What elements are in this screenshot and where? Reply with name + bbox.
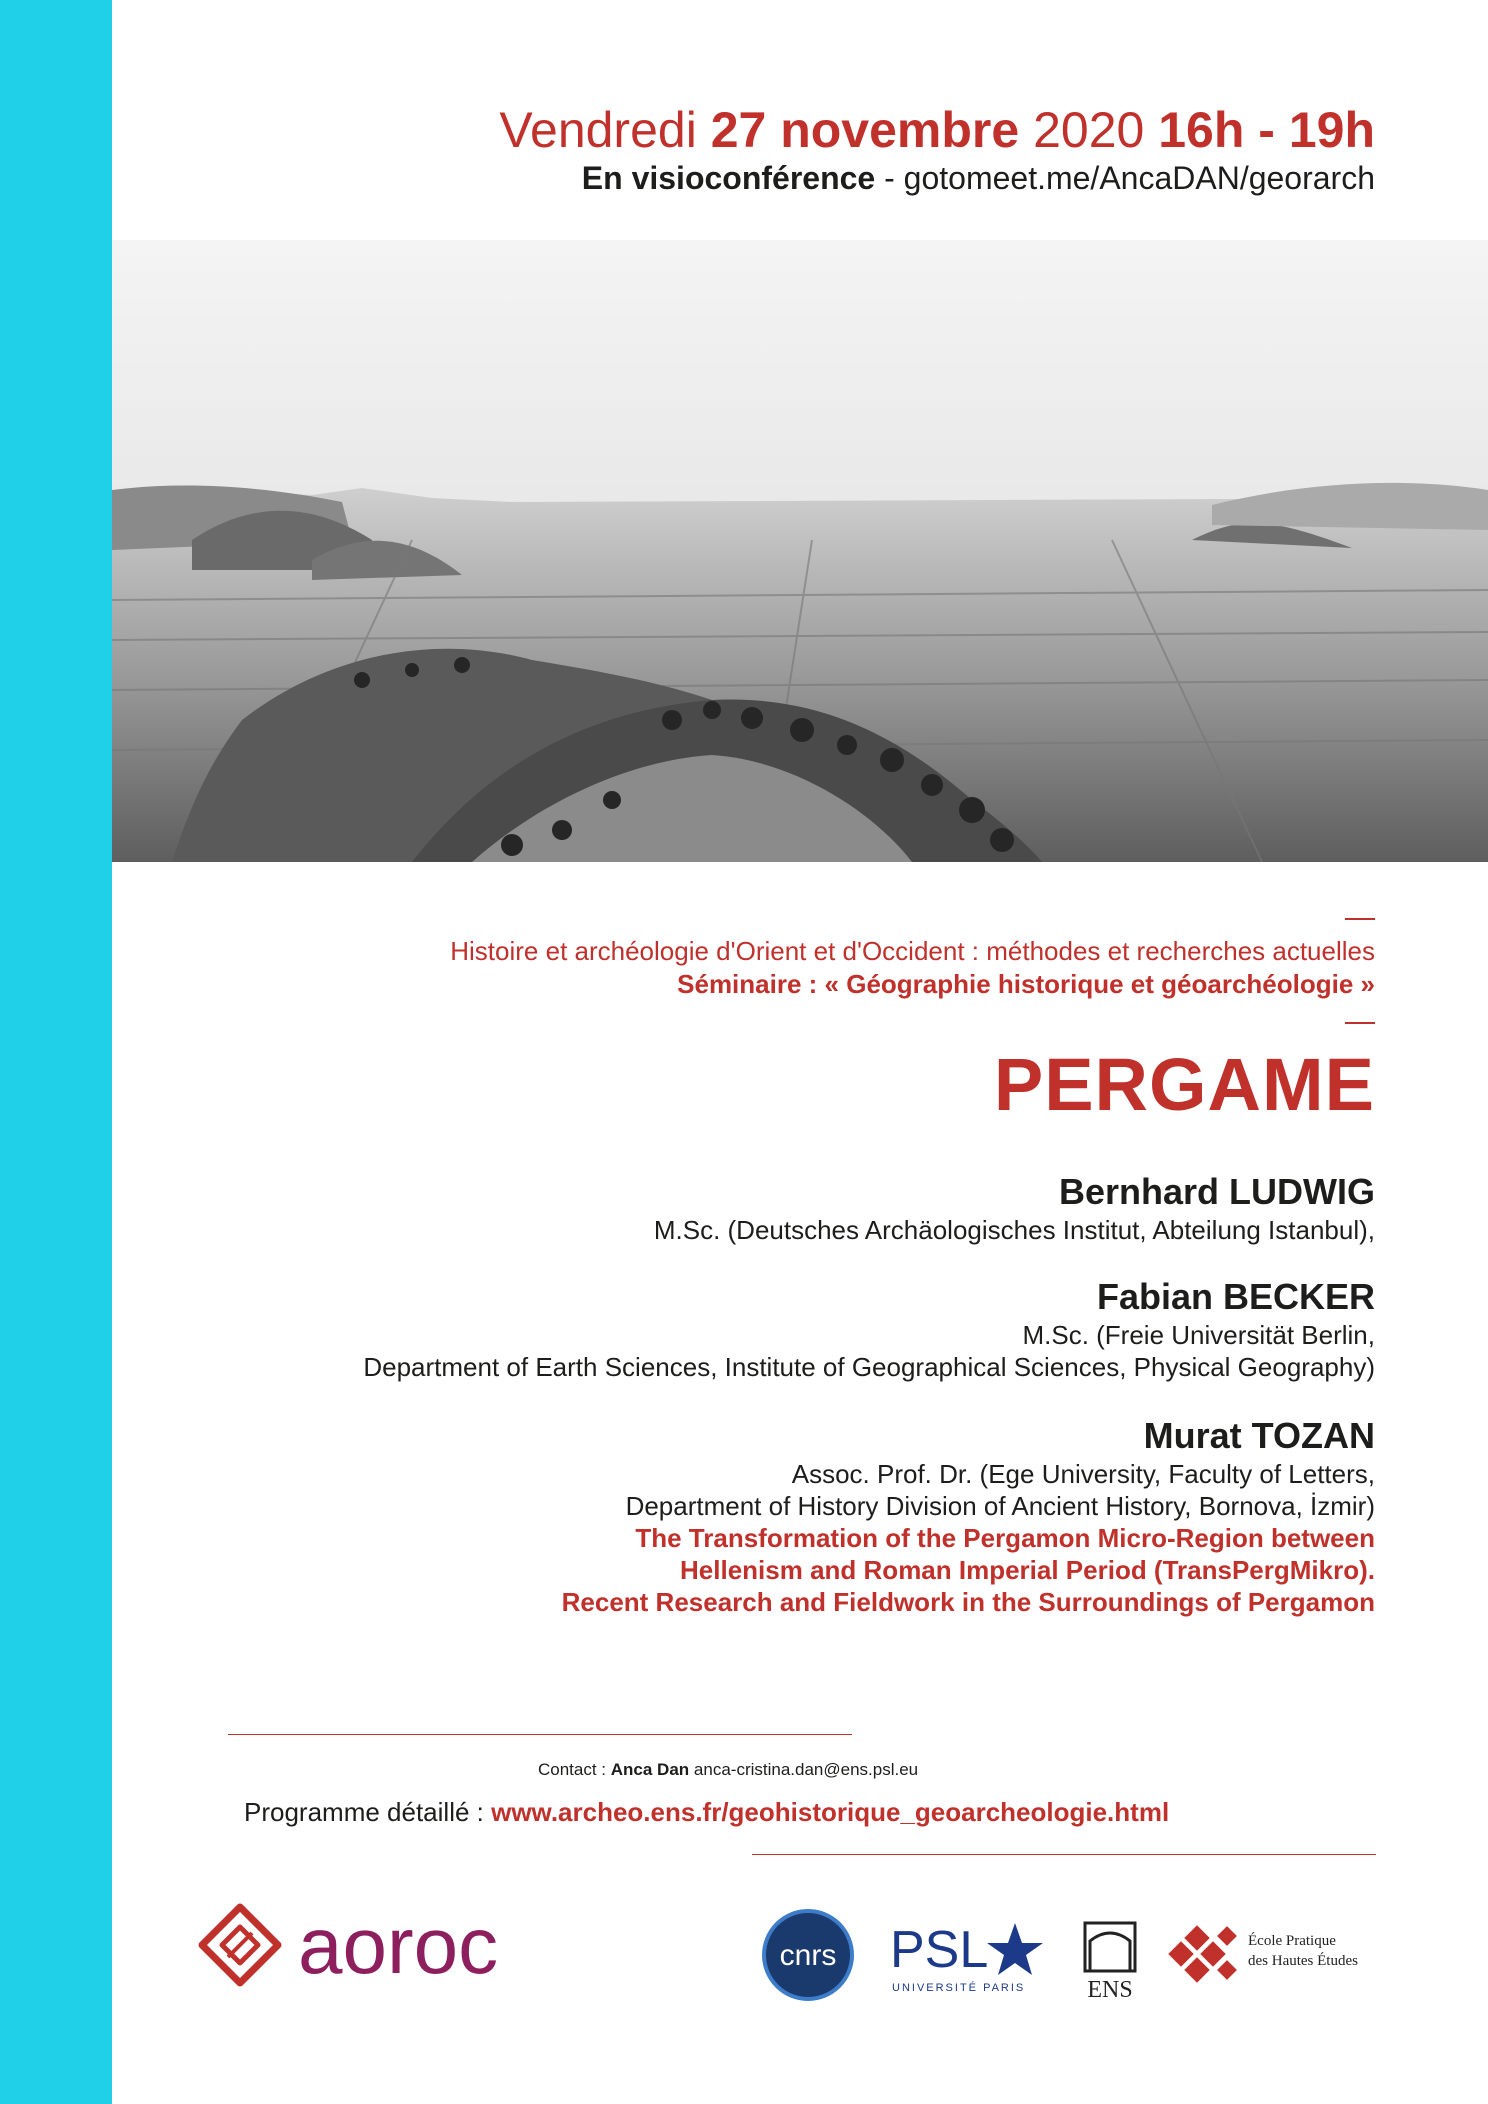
mode-label: En visioconférence — [581, 160, 876, 196]
event-date: Vendredi 27 novembre 2020 16h - 19h — [499, 102, 1375, 158]
divider-dash — [1345, 918, 1375, 920]
seminar-title: Séminaire : « Géographie historique et géoarchéologie » — [677, 969, 1375, 999]
speaker-3 — [562, 1414, 1375, 1618]
programme-link[interactable]: www.archeo.ens.fr/geohistorique_geoarcheologie.html — [491, 1797, 1170, 1827]
meeting-link[interactable]: gotomeet.me/AncaDAN/georarch — [903, 160, 1375, 196]
speaker-name: Bernhard LUDWIG — [1058, 1171, 1375, 1212]
ens-logo — [1085, 1923, 1135, 2003]
speaker-2 — [363, 1275, 1375, 1383]
speaker-affiliation: M.Sc. (Freie Universität Berlin, — [1022, 1320, 1375, 1350]
speaker-1 — [654, 1170, 1375, 1246]
speaker-affiliation: Assoc. Prof. Dr. (Ege University, Faculty of Letters, — [791, 1459, 1375, 1489]
ens-text: ENS — [1087, 1977, 1133, 2003]
landscape-photo — [112, 240, 1488, 862]
ephe-text: des Hautes Études — [1248, 1953, 1358, 1969]
contact-line: Contact : Anca Dan anca-cristina.dan@ens.psl.eu — [538, 1760, 919, 1779]
speaker-name: Fabian BECKER — [1096, 1276, 1375, 1317]
talk-title: The Transformation of the Pergamon Micro-Region between — [635, 1523, 1375, 1553]
speaker-name: Murat TOZAN — [1143, 1415, 1375, 1456]
page-title: PERGAME — [993, 1043, 1375, 1126]
cyan-sidebar — [0, 0, 112, 2104]
speaker-affiliation: Department of History Division of Ancient History, Bornova, İzmir) — [625, 1491, 1375, 1521]
talk-title: Hellenism and Roman Imperial Period (TransPergMikro). — [680, 1555, 1375, 1585]
ephe-text: École Pratique — [1248, 1933, 1336, 1949]
divider-dash — [1345, 1022, 1375, 1024]
talk-title: Recent Research and Fieldwork in the Surroundings of Pergamon — [561, 1587, 1375, 1617]
contact-email[interactable]: anca-cristina.dan@ens.psl.eu — [693, 1760, 919, 1779]
aoroc-logo — [198, 1895, 628, 2010]
cnrs-logo — [764, 1911, 852, 1999]
divider-line — [228, 1734, 852, 1735]
aoroc-wordmark: aoroc — [298, 1901, 499, 1990]
speaker-affiliation: M.Sc. (Deutsches Archäologisches Institut, Abteilung Istanbul), — [653, 1215, 1375, 1245]
partner-logos — [760, 1905, 1380, 2020]
speaker-affiliation: Department of Earth Sciences, Institute of Geographical Sciences, Physical Geography) — [363, 1352, 1375, 1382]
ephe-logo — [1168, 1925, 1358, 1982]
divider-line — [752, 1854, 1376, 1855]
event-mode: En visioconférence - gotomeet.me/AncaDAN/georarch — [581, 160, 1375, 196]
cnrs-text: cnrs — [779, 1939, 837, 1972]
programme-line: Programme détaillé : www.archeo.ens.fr/geohistorique_geoarcheologie.html — [244, 1797, 1170, 1827]
star-icon — [987, 1923, 1043, 1975]
psl-text: PSL — [890, 1921, 989, 1979]
psl-logo — [890, 1921, 1043, 1994]
psl-subtitle: UNIVERSITÉ PARIS — [892, 1982, 1026, 1994]
series-title: Histoire et archéologie d'Orient et d'Occident : méthodes et recherches actuelles — [450, 936, 1375, 966]
